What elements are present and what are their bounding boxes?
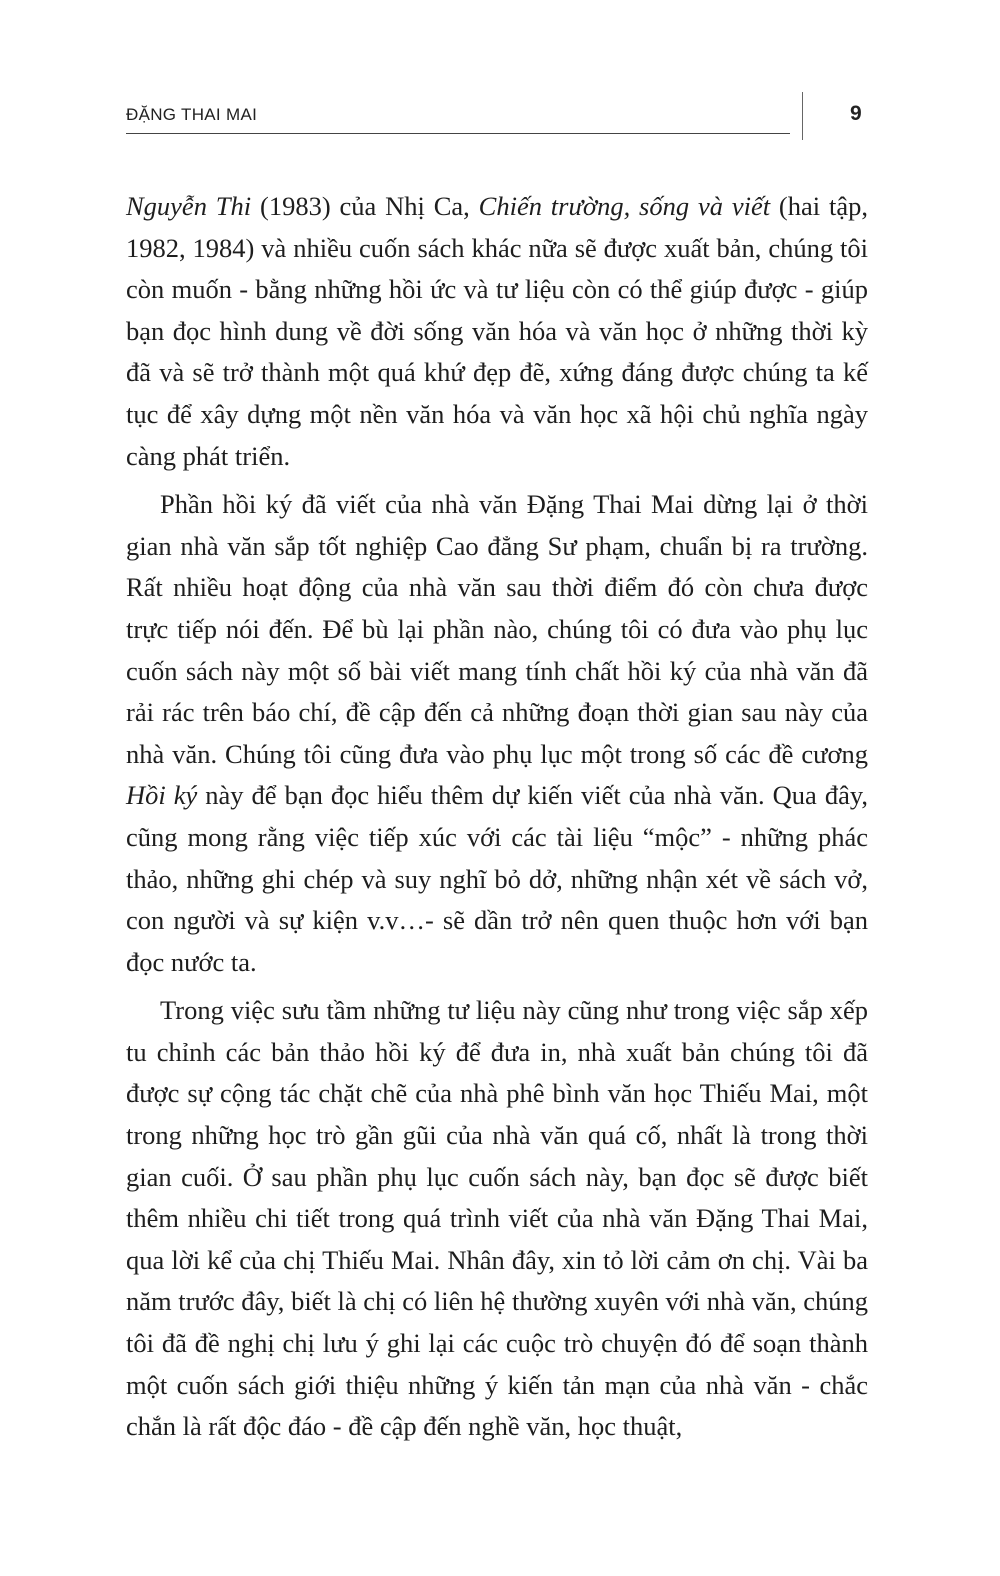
italic-title: Nguyễn Thi — [126, 191, 252, 221]
text-run: này để bạn đọc hiểu thêm dự kiến viết của nhà văn. Qua đây, cũng mong rằng việc tiếp xúc với các tài liệu “mộc” - những phác thảo, những ghi chép và suy nghĩ bỏ dở, những nhận xét về sách vở, con người và sự kiện v.v…- sẽ dần trở nên quen thuộc hơn với bạn đọc nước ta. — [126, 780, 868, 977]
text-run: (hai tập, 1982, 1984) và nhiều cuốn sách khác nữa sẽ được xuất bản, chúng tôi còn muốn - bằng những hồi ức và tư liệu còn có thể giúp được - giúp bạn đọc hình dung về đời sống văn hóa và văn học ở những thời kỳ đã và sẽ trở thành một quá khứ đẹp đẽ, xứng đáng được chúng ta kế tục để xây dựng một nền văn hóa và văn học xã hội chủ nghĩa ngày càng phát triển. — [126, 191, 868, 471]
paragraph-2 — [126, 484, 868, 983]
text-run: (1983) của Nhị Ca, — [251, 191, 479, 221]
running-header — [126, 103, 790, 134]
header-divider — [802, 92, 803, 140]
text-run: Trong việc sưu tầm những tư liệu này cũng như trong việc sắp xếp tu chỉnh các bản thảo hồi ký để đưa in, nhà xuất bản chúng tôi đã được sự cộng tác chặt chẽ của nhà phê bình văn học Thiếu Mai, một trong những học trò gần gũi của nhà văn quá cố, nhất là trong thời gian cuối. Ở sau phần phụ lục cuốn sách này, bạn đọc sẽ được biết thêm nhiều chi tiết trong quá trình viết của nhà văn Đặng Thai Mai, qua lời kể của chị Thiếu Mai. Nhân đây, xin tỏ lời cảm ơn chị. Vài ba năm trước đây, biết là chị có liên hệ thường xuyên với nhà văn, chúng tôi đã đề nghị chị lưu ý ghi lại các cuộc trò chuyện đó để soạn thành một cuốn sách giới thiệu những ý kiến tản mạn của nhà văn - chắc chắn là rất độc đáo - đề cập đến nghề văn, học thuật, — [126, 995, 868, 1442]
page-number: 9 — [850, 102, 862, 125]
text-run: Phần hồi ký đã viết của nhà văn Đặng Thai Mai dừng lại ở thời gian nhà văn sắp tốt nghiệp Cao đẳng Sư phạm, chuẩn bị ra trường. Rất nhiều hoạt động của nhà văn sau thời điểm đó còn chưa được trực tiếp nói đến. Để bù lại phần nào, chúng tôi có đưa vào phụ lục cuốn sách này một số bài viết mang tính chất hồi ký của nhà văn đã rải rác trên báo chí, đề cập đến cả những đoạn thời gian sau này của nhà văn. Chúng tôi cũng đưa vào phụ lục một trong số các đề cương — [126, 489, 868, 769]
body-text — [126, 186, 868, 1448]
paragraph-1 — [126, 186, 868, 477]
italic-title: Hồi ký — [126, 780, 198, 811]
italic-title: Chiến trường, sống và viết — [478, 191, 771, 221]
paragraph-3 — [126, 990, 868, 1448]
running-header-title: ĐẶNG THAI MAI — [126, 105, 258, 124]
